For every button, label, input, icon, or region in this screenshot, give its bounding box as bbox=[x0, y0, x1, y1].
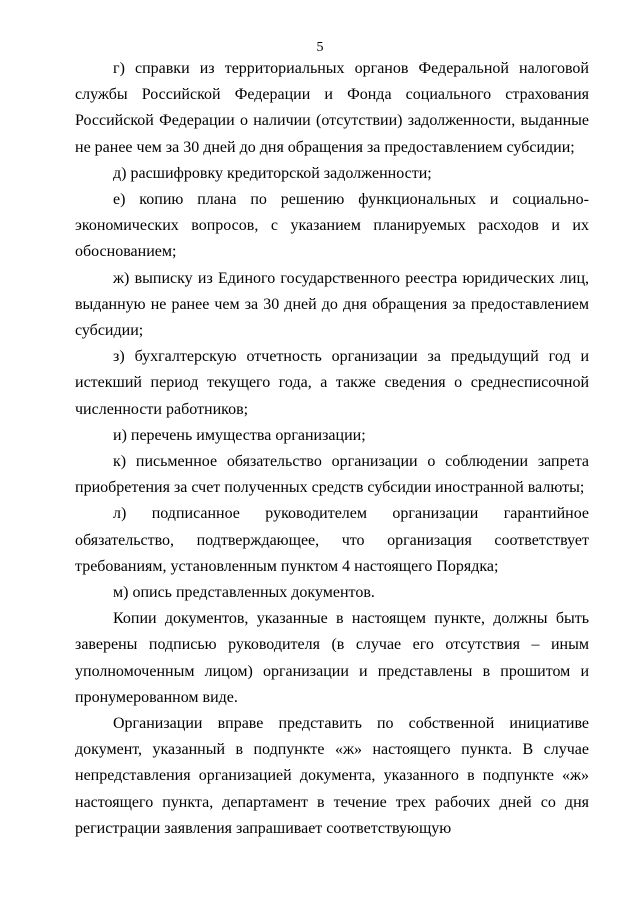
paragraph-d: д) расшифровку кредиторской задолженности; bbox=[113, 164, 432, 182]
paragraph-zh: ж) выписку из Единого государственного реестра юридических лиц, выданную не ранее чем за 30 дней до дня обращения за предоставлением субсидии; bbox=[75, 269, 589, 340]
page-number: 5 bbox=[316, 40, 324, 55]
paragraph-k: к) письменное обязательство организации о соблюдении запрета приобретения за счет полученных средств субсидии иностранной валюты; bbox=[75, 453, 589, 497]
paragraph-g: г) справки из территориальных органов Федеральной налоговой службы Российской Федерации и Фонда социального страхования Российской Федерации о наличии (отсутствии) задолженности, выданные не ранее чем за 30 дней до дня обращения за предоставлением субсидии; bbox=[75, 60, 589, 156]
document-body bbox=[75, 56, 589, 842]
paragraph-z: з) бухгалтерскую отчетность организации за предыдущий год и истекший период текущего года, а также сведения о среднесписочной численности работников; bbox=[75, 348, 589, 418]
paragraph-m: м) опись представленных документов. bbox=[113, 584, 375, 602]
paragraph-e: е) копию плана по решению функциональных и социально-экономических вопросов, с указанием планируемых расходов и их обоснованием; bbox=[75, 191, 589, 261]
paragraph-i: и) перечень имущества организации; bbox=[113, 426, 366, 444]
paragraph-l: л) подписанное руководителем организации гарантийное обязательство, подтверждающее, что организация соответствует требованиям, установленным пунктом 4 настоящего Порядка; bbox=[75, 505, 589, 575]
paragraph-organizations: Организации вправе представить по собственной инициативе документ, указанный в подпункте «ж» настоящего пункта. В случае непредставления организацией документа, указанного в подпункте «ж» настоящего пункта, департамент в течение трех рабочих дней со дня регистрации заявления запрашивает соответствующую bbox=[75, 715, 589, 837]
paragraph-copies: Копии документов, указанные в настоящем пункте, должны быть заверены подписью руководителя (в случае его отсутствия – иным уполномоченным лицом) организации и представлены в прошитом и пронумерованном виде. bbox=[75, 610, 589, 706]
